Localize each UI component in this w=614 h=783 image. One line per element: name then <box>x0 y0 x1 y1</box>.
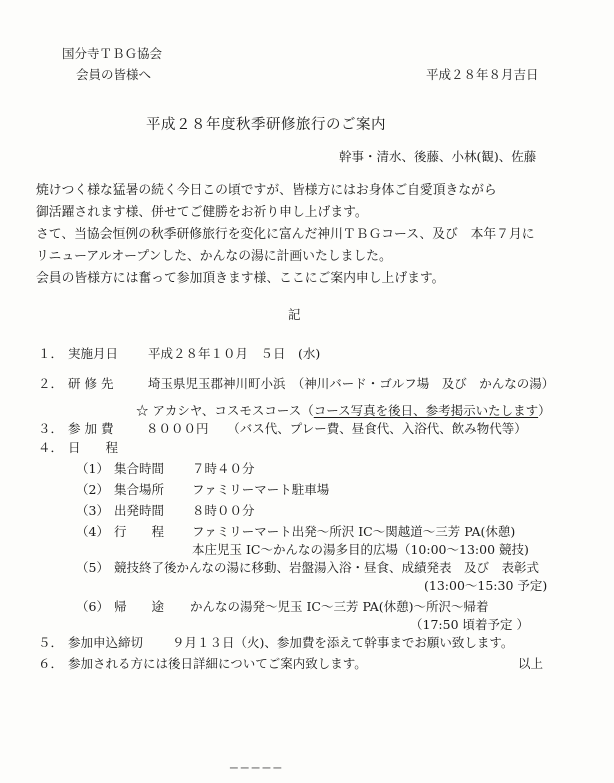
schedule-3-label: 出発時間 <box>114 503 165 518</box>
cropped-text-fragment: ▔ ▔ ▔ ▔ ▔ <box>230 768 282 775</box>
schedule-4-label: 行 程 <box>114 524 165 539</box>
closing-mark: 以上 <box>518 656 544 671</box>
org-name: 国分寺ＴＢＧ協会 <box>62 46 163 61</box>
intro-line-1: 焼けつく様な猛暑の続く今日この頃ですが、皆様方にはお身体ご自愛頂きながら <box>36 183 497 198</box>
item-3-label: 参 加 費 <box>68 421 114 436</box>
schedule-5-value-2: (13:00～15:30 予定) <box>424 578 548 593</box>
schedule-3-number: （3） <box>76 503 109 518</box>
item-2-close-paren: ） <box>538 403 551 418</box>
item-4-number: ４． <box>38 440 64 455</box>
item-5-number: ５． <box>38 635 64 650</box>
item-1-value: 平成２８年１０月 ５日 (水) <box>148 346 321 361</box>
schedule-4-number: （4） <box>76 524 109 539</box>
item-2-value: 埼玉県児玉郡神川町小浜 （神川バード・ゴルフ場 及び かんなの湯） <box>148 376 555 391</box>
item-4-label: 日 程 <box>68 440 119 455</box>
item-1-label: 実施月日 <box>68 346 119 361</box>
schedule-6-value-1: かんなの湯発～児玉 IC～三芳 PA(休憩)～所沢～帰着 <box>190 599 489 614</box>
item-3-value: ８０００円 （バス代、プレー費、昼食代、入浴代、飲み物代等） <box>146 421 527 436</box>
item-2-course: ☆ アカシヤ、コスモスコース（ <box>136 403 314 418</box>
intro-line-2: 御活躍されます様、併せてご健勝をお祈り申し上げます。 <box>36 205 368 220</box>
schedule-5-number: （5） <box>76 560 109 575</box>
intro-line-5: 会員の皆様方には奮って参加頂きます様、ここにご案内申し上げます。 <box>36 271 445 286</box>
item-3-number: ３． <box>38 421 64 436</box>
item-6-value: 参加される方には後日詳細についてご案内致します。 <box>68 656 367 671</box>
schedule-6-value-2: （17:50 頃着予定 ） <box>410 617 529 632</box>
intro-line-3: さて、当協会恒例の秋季研修旅行を変化に富んだ神川ＴＢＧコース、及び 本年７月に <box>36 227 535 242</box>
intro-line-4: リニューアルオープンした、かんなの湯に計画いたしました。 <box>36 249 392 264</box>
schedule-1-label: 集合時間 <box>114 461 165 476</box>
issue-date: 平成２８年８月吉日 <box>426 67 539 82</box>
schedule-6-label: 帰 途 <box>114 599 165 614</box>
schedule-4-value-1: ファミリーマート出発～所沢 IC～関越道～三芳 PA(休憩) <box>192 524 516 539</box>
ki-heading: 記 <box>288 307 301 322</box>
item-6-number: ６． <box>38 656 64 671</box>
schedule-3-value: ８時００分 <box>192 503 255 518</box>
officers-line: 幹事・清水、後藤、小林(観)、佐藤 <box>339 149 537 164</box>
schedule-2-value: ファミリーマート駐車場 <box>192 482 330 497</box>
item-2-course-line <box>136 403 551 419</box>
item-5-value: ９月１３日（火)、参加費を添えて幹事までお願い致します。 <box>172 635 514 650</box>
item-2-number: ２． <box>38 376 64 391</box>
schedule-2-number: （2） <box>76 482 109 497</box>
schedule-4-value-2: 本庄児玉 IC～かんなの湯多目的広場（10:00～13:00 競技) <box>192 542 529 557</box>
item-1-number: １． <box>38 346 64 361</box>
item-5-label: 参加申込締切 <box>68 635 144 650</box>
schedule-5-value-1: 競技終了後かんなの湯に移動、岩盤湯入浴・昼食、成績発表 及び 表彰式 <box>114 560 540 575</box>
schedule-1-value: ７時４０分 <box>192 461 255 476</box>
recipient: 会員の皆様へ <box>76 67 152 82</box>
item-2-photo-note: コース写真を後日、参考掲示いたします <box>313 403 539 418</box>
schedule-2-label: 集合場所 <box>114 482 165 497</box>
schedule-6-number: （6） <box>76 599 109 614</box>
document-title: 平成２８年度秋季研修旅行のご案内 <box>146 117 386 133</box>
item-2-label: 研 修 先 <box>68 376 114 391</box>
schedule-1-number: （1） <box>76 461 109 476</box>
